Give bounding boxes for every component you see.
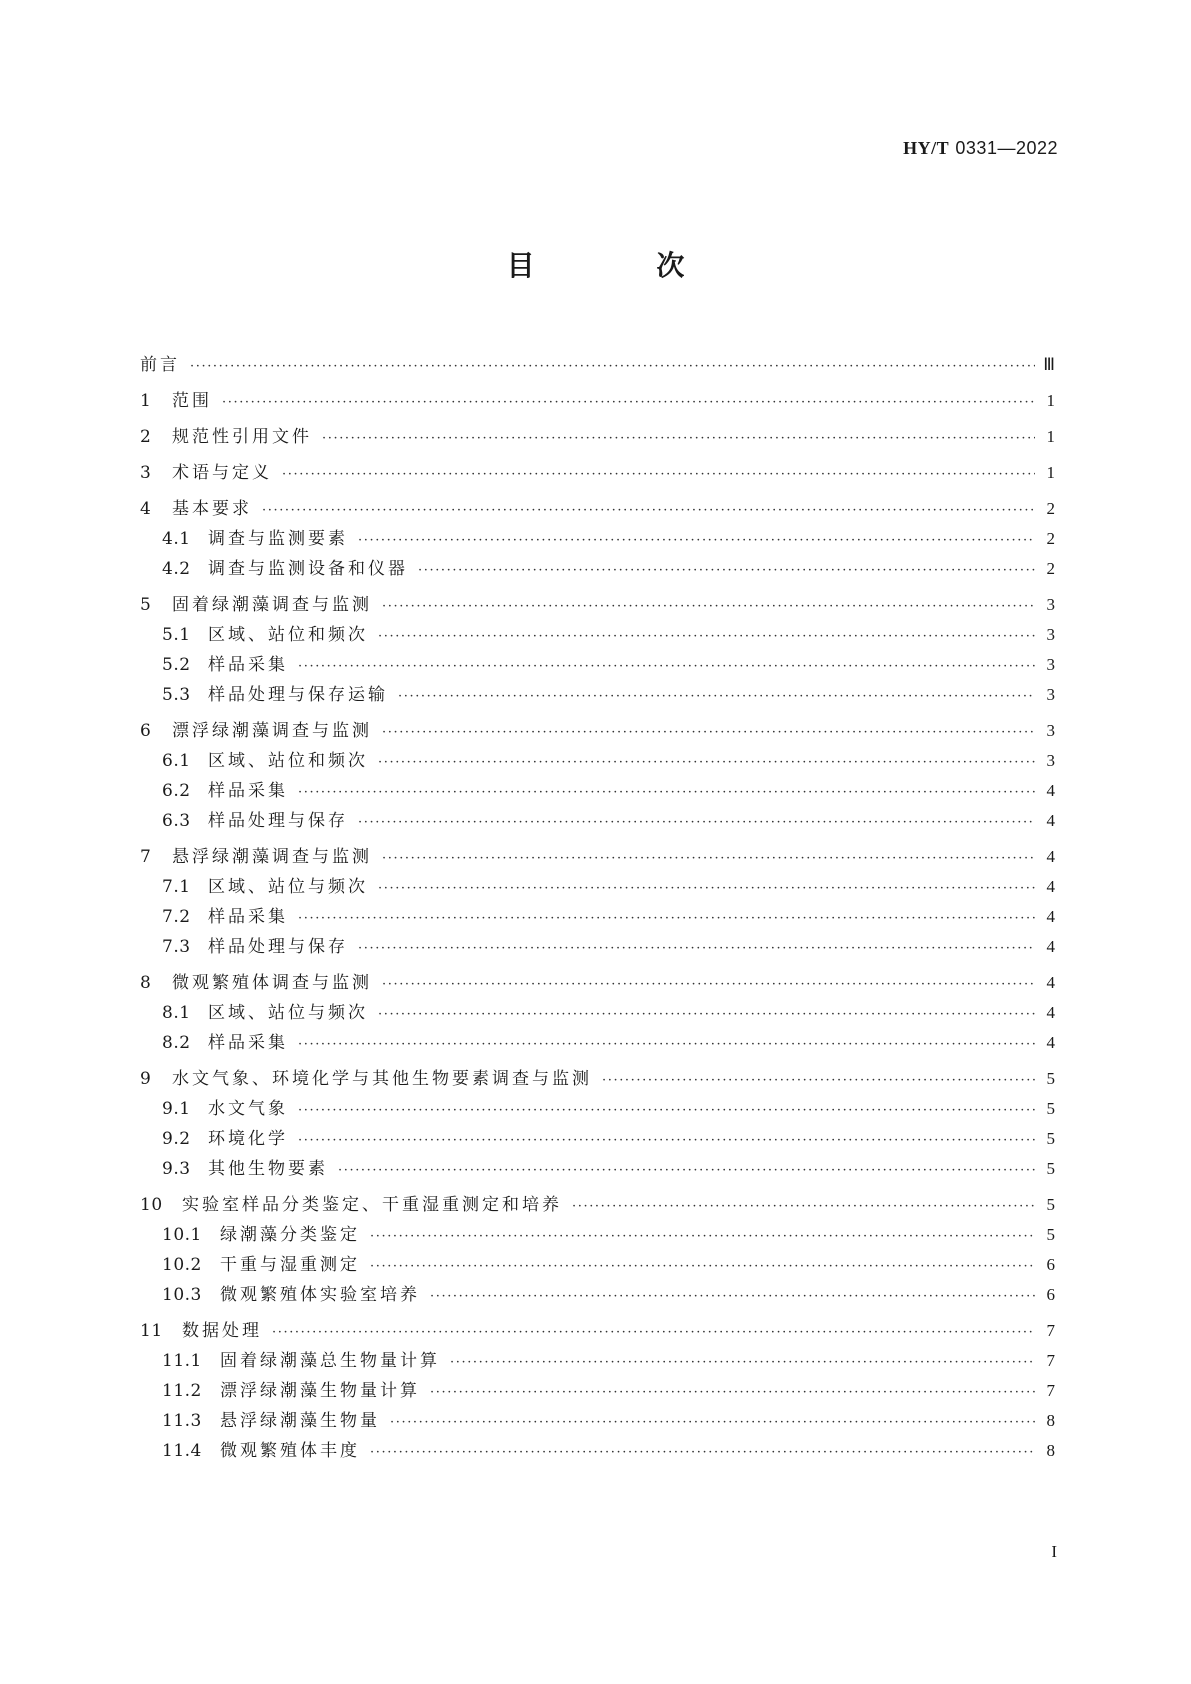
toc-entry-subsection[interactable] — [140, 646, 1055, 676]
toc-entry-subsection[interactable] — [140, 1402, 1055, 1432]
toc-entry-subsection[interactable] — [140, 898, 1055, 928]
toc-entry-page: 7 — [1046, 1381, 1055, 1400]
toc-leader-dots — [378, 1006, 1035, 1024]
toc-entry-title: 区域、站位与频次 — [208, 877, 368, 897]
toc-leader-dots — [272, 1324, 1035, 1342]
toc-entry-number: 7.2 — [162, 907, 191, 927]
toc-leader-dots — [358, 532, 1035, 550]
toc-leader-dots — [358, 814, 1035, 832]
toc-entry-subsection[interactable] — [140, 1246, 1055, 1276]
table-of-contents — [140, 340, 1055, 1462]
toc-entry-page: 2 — [1046, 529, 1055, 548]
toc-entry-number: 9.3 — [162, 1159, 191, 1179]
toc-entry-page: 8 — [1046, 1441, 1055, 1460]
toc-leader-dots — [382, 598, 1035, 616]
toc-entry-title: 漂浮绿潮藻调查与监测 — [172, 721, 372, 741]
toc-entry-subsection[interactable] — [140, 868, 1055, 898]
toc-entry-page: 7 — [1046, 1351, 1055, 1370]
toc-entry-title: 实验室样品分类鉴定、干重湿重测定和培养 — [182, 1195, 562, 1215]
toc-entry-title: 基本要求 — [172, 499, 252, 519]
toc-entry-subsection[interactable] — [140, 1372, 1055, 1402]
toc-entry-number: 6 — [140, 721, 152, 741]
toc-entry-number: 3 — [140, 463, 152, 483]
toc-entry-page: 4 — [1046, 1033, 1055, 1052]
toc-entry-number: 4 — [140, 499, 152, 519]
toc-entry-number: 5.2 — [162, 655, 191, 675]
page-number: I — [1051, 1542, 1057, 1561]
toc-entry-number: 8 — [140, 973, 152, 993]
toc-entry-section[interactable] — [140, 454, 1055, 484]
toc-entry-title: 样品采集 — [208, 907, 288, 927]
toc-entry-title: 样品处理与保存 — [208, 937, 348, 957]
toc-entry-page: 4 — [1046, 781, 1055, 800]
toc-entry-title: 环境化学 — [208, 1129, 288, 1149]
toc-entry-page: 5 — [1046, 1099, 1055, 1118]
toc-entry-title: 规范性引用文件 — [172, 427, 312, 447]
toc-entry-subsection[interactable] — [140, 772, 1055, 802]
toc-entry-title: 固着绿潮藻调查与监测 — [172, 595, 372, 615]
toc-entry-number: 2 — [140, 427, 152, 447]
toc-entry-number: 6.1 — [162, 751, 191, 771]
toc-entry-subsection[interactable] — [140, 1276, 1055, 1306]
toc-entry-title: 调查与监测要素 — [208, 529, 348, 549]
document-code-prefix: HY/T — [903, 138, 950, 158]
toc-entry-number: 5 — [140, 595, 152, 615]
toc-leader-dots — [338, 1162, 1035, 1180]
toc-entry-number: 6.2 — [162, 781, 191, 801]
toc-entry-number: 10.3 — [162, 1285, 202, 1305]
toc-entry-title: 悬浮绿潮藻生物量 — [220, 1411, 380, 1431]
toc-entry-section[interactable] — [140, 1312, 1055, 1342]
toc-entry-subsection[interactable] — [140, 1120, 1055, 1150]
toc-entry-subsection[interactable] — [140, 1342, 1055, 1372]
toc-leader-dots — [322, 430, 1035, 448]
toc-entry-number: 10.2 — [162, 1255, 202, 1275]
toc-entry-number: 10.1 — [162, 1225, 202, 1245]
toc-entry-number: 5.3 — [162, 685, 191, 705]
toc-entry-number: 9.2 — [162, 1129, 191, 1149]
toc-leader-dots — [298, 1102, 1035, 1120]
toc-entry-page: 5 — [1046, 1159, 1055, 1178]
toc-entry-title: 区域、站位和频次 — [208, 751, 368, 771]
toc-leader-dots — [222, 394, 1035, 412]
toc-entry-section[interactable] — [140, 1060, 1055, 1090]
toc-entry-number: 5.1 — [162, 625, 191, 645]
toc-entry-section[interactable] — [140, 490, 1055, 520]
toc-entry-page: 3 — [1046, 721, 1055, 740]
toc-entry-page: 6 — [1046, 1285, 1055, 1304]
toc-entry-title: 漂浮绿潮藻生物量计算 — [220, 1381, 420, 1401]
toc-entry-number: 4.1 — [162, 529, 191, 549]
toc-leader-dots — [298, 784, 1035, 802]
toc-leader-dots — [382, 724, 1035, 742]
toc-entry-page: 7 — [1046, 1321, 1055, 1340]
toc-leader-dots — [390, 1414, 1035, 1432]
toc-entry-page: 1 — [1046, 463, 1055, 482]
toc-entry-title: 样品采集 — [208, 1033, 288, 1053]
toc-entry-title: 干重与湿重测定 — [220, 1255, 360, 1275]
toc-entry-number: 11 — [140, 1321, 163, 1341]
toc-leader-dots — [378, 628, 1035, 646]
toc-entry-page: 4 — [1046, 973, 1055, 992]
toc-leader-dots — [418, 562, 1035, 580]
toc-leader-dots — [298, 910, 1035, 928]
toc-leader-dots — [430, 1288, 1035, 1306]
toc-entry-subsection[interactable] — [140, 676, 1055, 706]
toc-entry-page: 5 — [1046, 1069, 1055, 1088]
toc-leader-dots — [378, 754, 1035, 772]
toc-entry-section[interactable] — [140, 382, 1055, 412]
toc-entry-title: 区域、站位与频次 — [208, 1003, 368, 1023]
toc-leader-dots — [298, 1132, 1035, 1150]
toc-entry-section[interactable] — [140, 418, 1055, 448]
toc-leader-dots — [358, 940, 1035, 958]
toc-entry-page: 4 — [1046, 937, 1055, 956]
toc-entry-title: 前言 — [140, 355, 180, 375]
toc-entry-page: 5 — [1046, 1129, 1055, 1148]
toc-leader-dots — [298, 1036, 1035, 1054]
toc-entry-page: 3 — [1046, 595, 1055, 614]
toc-leader-dots — [572, 1198, 1035, 1216]
toc-entry-page: 2 — [1046, 559, 1055, 578]
toc-entry-page: 5 — [1046, 1225, 1055, 1244]
toc-entry-title: 其他生物要素 — [208, 1159, 328, 1179]
toc-entry-subsection[interactable] — [140, 928, 1055, 958]
toc-leader-dots — [370, 1444, 1035, 1462]
toc-entry-page: 8 — [1046, 1411, 1055, 1430]
toc-entry-number: 11.4 — [162, 1441, 202, 1461]
toc-entry-page: 6 — [1046, 1255, 1055, 1274]
toc-entry-title: 水文气象 — [208, 1099, 288, 1119]
toc-entry-page: 2 — [1046, 499, 1055, 518]
toc-entry-title: 绿潮藻分类鉴定 — [220, 1225, 360, 1245]
toc-leader-dots — [370, 1258, 1035, 1276]
toc-entry-section[interactable] — [140, 586, 1055, 616]
toc-entry-title: 术语与定义 — [172, 463, 272, 483]
toc-entry-title: 固着绿潮藻总生物量计算 — [220, 1351, 440, 1371]
toc-entry-title: 范围 — [172, 391, 212, 411]
toc-entry-title: 样品采集 — [208, 781, 288, 801]
toc-entry-page: 3 — [1046, 655, 1055, 674]
toc-entry-number: 4.2 — [162, 559, 191, 579]
toc-entry-page: 4 — [1046, 1003, 1055, 1022]
toc-entry-title: 微观繁殖体丰度 — [220, 1441, 360, 1461]
toc-entry-page: 3 — [1046, 751, 1055, 770]
toc-entry-number: 7.3 — [162, 937, 191, 957]
toc-entry-number: 10 — [140, 1195, 163, 1215]
toc-entry-subsection[interactable] — [140, 802, 1055, 832]
toc-entry-page: 4 — [1046, 811, 1055, 830]
toc-leader-dots — [430, 1384, 1035, 1402]
toc-entry-subsection[interactable] — [140, 994, 1055, 1024]
toc-entry-page: 1 — [1046, 427, 1055, 446]
toc-entry-title: 悬浮绿潮藻调查与监测 — [172, 847, 372, 867]
toc-entry-title: 微观繁殖体调查与监测 — [172, 973, 372, 993]
toc-entry-page: 3 — [1046, 625, 1055, 644]
toc-entry-number: 8.1 — [162, 1003, 191, 1023]
toc-entry-number: 1 — [140, 391, 152, 411]
document-code-number: 0331—2022 — [955, 138, 1058, 158]
toc-entry-subsection[interactable] — [140, 1432, 1055, 1462]
toc-entry-title: 区域、站位和频次 — [208, 625, 368, 645]
toc-entry-subsection[interactable] — [140, 1150, 1055, 1180]
toc-entry-number: 6.3 — [162, 811, 191, 831]
toc-entry-page: 5 — [1046, 1195, 1055, 1214]
toc-leader-dots — [602, 1072, 1035, 1090]
toc-leader-dots — [190, 358, 1035, 376]
toc-entry-section[interactable] — [140, 964, 1055, 994]
toc-entry-title: 数据处理 — [182, 1321, 262, 1341]
toc-entry-number: 9.1 — [162, 1099, 191, 1119]
toc-entry-subsection[interactable] — [140, 550, 1055, 580]
toc-entry-page: 3 — [1046, 685, 1055, 704]
toc-leader-dots — [378, 880, 1035, 898]
toc-leader-dots — [262, 502, 1035, 520]
toc-leader-dots — [398, 688, 1035, 706]
toc-entry-title: 水文气象、环境化学与其他生物要素调查与监测 — [172, 1069, 592, 1089]
toc-entry-number: 7 — [140, 847, 152, 867]
toc-entry-page: Ⅲ — [1043, 355, 1055, 374]
toc-entry-subsection[interactable] — [140, 742, 1055, 772]
toc-entry-subsection[interactable] — [140, 616, 1055, 646]
toc-entry-page: 4 — [1046, 907, 1055, 926]
toc-leader-dots — [450, 1354, 1035, 1372]
toc-entry-number: 11.1 — [162, 1351, 202, 1371]
toc-entry-subsection[interactable] — [140, 520, 1055, 550]
toc-entry-section[interactable] — [140, 1186, 1055, 1216]
toc-entry-section[interactable] — [140, 838, 1055, 868]
toc-leader-dots — [370, 1228, 1035, 1246]
toc-entry-number: 11.3 — [162, 1411, 202, 1431]
toc-entry-title: 样品采集 — [208, 655, 288, 675]
toc-entry-title: 微观繁殖体实验室培养 — [220, 1285, 420, 1305]
toc-leader-dots — [298, 658, 1035, 676]
toc-entry-title: 样品处理与保存运输 — [208, 685, 388, 705]
toc-entry-page: 4 — [1046, 847, 1055, 866]
toc-entry-number: 8.2 — [162, 1033, 191, 1053]
toc-entry-title: 样品处理与保存 — [208, 811, 348, 831]
toc-leader-dots — [382, 850, 1035, 868]
page-title: 目 次 — [506, 249, 741, 282]
toc-entry-subsection[interactable] — [140, 1216, 1055, 1246]
toc-entry-number: 9 — [140, 1069, 152, 1089]
toc-entry-title: 调查与监测设备和仪器 — [208, 559, 408, 579]
toc-entry-page: 4 — [1046, 877, 1055, 896]
toc-entry-subsection[interactable] — [140, 1090, 1055, 1120]
toc-entry-page: 1 — [1046, 391, 1055, 410]
toc-entry-subsection[interactable] — [140, 1024, 1055, 1054]
toc-leader-dots — [282, 466, 1035, 484]
toc-entry-number: 7.1 — [162, 877, 191, 897]
toc-entry-section[interactable] — [140, 712, 1055, 742]
document-code — [903, 138, 1058, 159]
toc-entry-section[interactable] — [140, 346, 1055, 376]
toc-entry-number: 11.2 — [162, 1381, 202, 1401]
toc-leader-dots — [382, 976, 1035, 994]
